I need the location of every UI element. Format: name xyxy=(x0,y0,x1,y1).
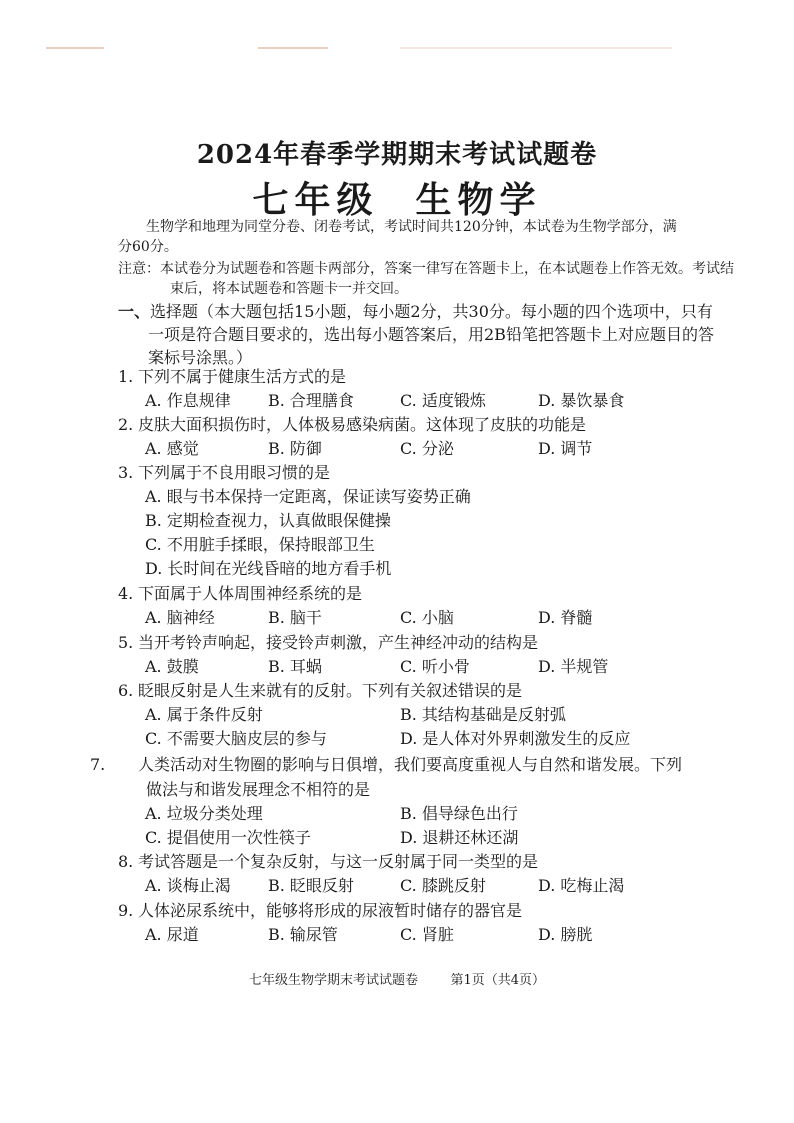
question-text: 考试答题是一个复杂反射，与这一反射属于同一类型的是 xyxy=(138,852,539,871)
question-stem xyxy=(118,461,684,485)
options-row xyxy=(118,557,684,581)
question-number: 8. xyxy=(118,852,134,871)
question-8 xyxy=(118,850,684,898)
option-b: B. 合理膳食 xyxy=(268,391,354,410)
option-c: C. 分泌 xyxy=(400,439,454,458)
option-a: A. 鼓膜 xyxy=(145,657,199,676)
question-3 xyxy=(118,461,684,581)
question-text: 皮肤大面积损伤时，人体极易感染病菌。这体现了皮肤的功能是 xyxy=(138,415,587,434)
question-9 xyxy=(118,899,684,947)
section-instructions: 选择题（本大题包括15小题，每小题2分，共30分。每小题的四个选项中，只有一项是符合题目要求的，选出每小题答案后，用2B铅笔把答题卡上对应题目的答案标号涂黑。） xyxy=(148,302,714,367)
question-number: 2. xyxy=(118,415,134,434)
question-5 xyxy=(118,631,684,679)
options-row xyxy=(118,437,684,461)
options-row xyxy=(118,703,684,727)
question-stem xyxy=(90,752,684,802)
option-a: A. 眼与书本保持一定距离，保证读写姿势正确 xyxy=(145,487,471,506)
question-text: 人体泌尿系统中，能够将形成的尿液暂时储存的器官是 xyxy=(138,901,523,920)
option-c: C. 膝跳反射 xyxy=(400,876,486,895)
options-row xyxy=(118,826,684,850)
question-stem xyxy=(118,413,684,437)
scan-mark xyxy=(258,47,328,49)
option-b: B. 耳蜗 xyxy=(268,657,322,676)
option-a: A. 尿道 xyxy=(145,925,199,944)
question-7 xyxy=(90,752,684,850)
options-row xyxy=(118,727,684,751)
question-text: 下面属于人体周围神经系统的是 xyxy=(138,584,363,603)
question-6 xyxy=(118,679,684,751)
exam-notice: 注意：本试卷分为试题卷和答题卡两部分，答案一律写在答题卡上，在本试题卷上作答无效。考试结束后，将本试题卷和答题卡一并交回。 xyxy=(118,261,734,297)
option-b: B. 倡导绿色出行 xyxy=(400,804,518,823)
option-d: D. 退耕还林还湖 xyxy=(400,828,519,847)
subject-title: 七年级 生物学 xyxy=(252,179,542,221)
question-number: 3. xyxy=(118,463,134,482)
question-stem xyxy=(118,850,684,874)
option-d: D. 吃梅止渴 xyxy=(538,876,625,895)
option-d: D. 是人体对外界刺激发生的反应 xyxy=(400,729,631,748)
option-c: C. 听小骨 xyxy=(400,657,470,676)
option-d: D. 调节 xyxy=(538,439,593,458)
question-number: 9. xyxy=(118,901,134,920)
question-number: 5. xyxy=(118,633,134,652)
options-row xyxy=(118,874,684,898)
option-c: C. 提倡使用一次性筷子 xyxy=(145,828,311,847)
option-a: A. 属于条件反射 xyxy=(145,705,263,724)
exam-intro: 生物学和地理为同堂分卷、闭卷考试，考试时间共120分钟，本试卷为生物学部分，满分60分。 xyxy=(118,219,677,255)
options-row xyxy=(118,802,684,826)
option-c: C. 肾脏 xyxy=(400,925,454,944)
question-text: 人类活动对生物圈的影响与日俱增，我们要高度重视人与自然和谐发展。下列做法与和谐发展理念不相符的是 xyxy=(138,755,683,799)
option-a: A. 脑神经 xyxy=(145,608,215,627)
question-text: 下列不属于健康生活方式的是 xyxy=(138,367,347,386)
question-1 xyxy=(118,365,684,413)
question-stem xyxy=(118,365,684,389)
option-d: D. 膀胱 xyxy=(538,925,593,944)
question-text: 下列属于不良用眼习惯的是 xyxy=(138,463,331,482)
scan-mark xyxy=(46,47,104,49)
options-row xyxy=(118,923,684,947)
option-c: C. 不需要大脑皮层的参与 xyxy=(145,729,327,748)
option-a: A. 感觉 xyxy=(145,439,199,458)
question-2 xyxy=(118,413,684,461)
option-c: C. 适度锻炼 xyxy=(400,391,486,410)
option-a: A. 谈梅止渴 xyxy=(145,876,231,895)
option-b: B. 脑干 xyxy=(268,608,322,627)
question-4 xyxy=(118,582,684,630)
option-d: D. 暴饮暴食 xyxy=(538,391,625,410)
options-row xyxy=(118,533,684,557)
question-stem xyxy=(118,679,684,703)
question-stem xyxy=(118,899,684,923)
option-d: D. 半规管 xyxy=(538,657,609,676)
question-number: 7. xyxy=(90,755,106,774)
option-a: A. 作息规律 xyxy=(145,391,231,410)
section-heading xyxy=(118,300,714,369)
exam-title: 2024年春季学期期末考试试题卷 xyxy=(196,140,598,170)
option-c: C. 不用脏手揉眼，保持眼部卫生 xyxy=(145,535,375,554)
section-number: 一、 xyxy=(118,302,151,321)
page-footer: 七年级生物学期末考试试题卷 第1页（共4页） xyxy=(248,973,546,988)
option-a: A. 垃圾分类处理 xyxy=(145,804,263,823)
option-d: D. 脊髓 xyxy=(538,608,593,627)
option-b: B. 防御 xyxy=(268,439,322,458)
option-d: D. 长时间在光线昏暗的地方看手机 xyxy=(145,559,392,578)
question-number: 6. xyxy=(118,681,134,700)
question-number: 4. xyxy=(118,584,134,603)
options-row xyxy=(118,655,684,679)
question-text: 眨眼反射是人生来就有的反射。下列有关叙述错误的是 xyxy=(138,681,523,700)
question-number: 1. xyxy=(118,367,134,386)
scan-mark xyxy=(400,47,672,49)
options-row xyxy=(118,389,684,413)
question-text: 当开考铃声响起，接受铃声刺激，产生神经冲动的结构是 xyxy=(138,633,539,652)
option-b: B. 输尿管 xyxy=(268,925,338,944)
option-b: B. 其结构基础是反射弧 xyxy=(400,705,566,724)
option-b: B. 眨眼反射 xyxy=(268,876,354,895)
option-c: C. 小脑 xyxy=(400,608,454,627)
options-row xyxy=(118,606,684,630)
question-stem xyxy=(118,631,684,655)
option-b: B. 定期检查视力，认真做眼保健操 xyxy=(145,511,391,530)
options-row xyxy=(118,485,684,509)
question-stem xyxy=(118,582,684,606)
options-row xyxy=(118,509,684,533)
